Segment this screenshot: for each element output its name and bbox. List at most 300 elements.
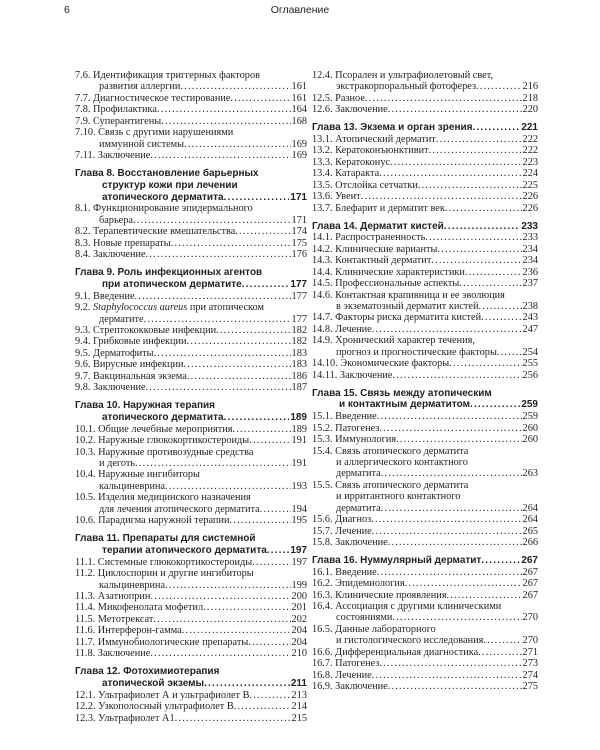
toc-entry[interactable] [75,203,307,226]
page-ref: 194 [291,503,307,515]
page-ref: 260 [522,422,538,434]
toc-line [312,399,538,411]
toc-line [75,267,307,279]
toc-entry[interactable] [75,348,307,359]
entry-title: 16.5. Данные лабораторного [312,623,436,635]
toc-entry[interactable] [312,180,538,191]
page-ref: 171 [290,191,307,203]
toc-entry[interactable] [312,601,538,624]
toc-line [75,492,307,503]
dot-leader [388,104,522,115]
toc-entry[interactable] [75,515,307,526]
dot-leader [481,555,520,567]
entry-title: 7.6. Идентификация триггерных факторов [75,70,260,81]
page-ref: 273 [522,658,538,670]
entry-title: 16.8. Лечение [312,669,372,681]
toc-line [75,648,307,659]
chapter-heading[interactable] [75,168,307,203]
toc-entry[interactable] [312,358,538,369]
toc-entry[interactable] [75,701,307,712]
entry-title: 14.1. Распространенность [312,232,426,244]
page-ref: 270 [522,635,538,647]
toc-entry[interactable] [312,157,538,168]
entry-title: Глава 9. Роль инфекционных агентов [75,267,263,279]
toc-entry[interactable] [75,371,307,382]
dot-leader [372,670,522,681]
toc-entry[interactable] [75,359,307,370]
toc-line [75,291,307,302]
toc-line [312,635,538,646]
toc-entry[interactable] [75,382,307,393]
entry-title: для лечения атопического дерматита [99,503,260,515]
toc-entry[interactable] [312,104,538,115]
toc-line [75,504,307,515]
page-ref: 197 [291,556,307,568]
toc-entry[interactable] [75,435,307,446]
toc-entry[interactable] [75,325,307,336]
page-ref: 224 [522,168,538,180]
dot-leader [371,514,521,525]
dot-leader [150,648,290,659]
entry-title: 15.3. Иммунология [312,434,397,446]
page-ref: 223 [522,156,538,168]
dot-leader [232,424,290,435]
toc-line [312,491,538,502]
page-ref: 168 [291,115,307,127]
toc-line [312,503,538,514]
entry-title: дерматита [336,502,381,514]
entry-title: атопического дерматита [102,411,224,423]
entry-title: 10.6. Парадигма наружной терапии [75,515,230,527]
toc-line [75,279,307,291]
page-ref: 270 [522,612,538,624]
dot-leader [392,370,521,381]
dot-leader [144,314,291,325]
entry-title: 7.8. Профилактика [75,104,157,116]
chapter-heading[interactable] [75,666,307,690]
page-ref: 267 [522,589,538,601]
toc-line [75,116,307,127]
toc-entry[interactable] [312,134,538,145]
page-ref: 214 [291,701,307,713]
entry-title: иммунной системы [99,138,185,150]
page-ref: 265 [522,525,538,537]
dot-leader [252,557,290,568]
toc-column-left [75,70,307,731]
toc-line [312,122,538,134]
toc-entry[interactable] [75,70,307,93]
toc-line [75,104,307,115]
dot-leader [260,504,291,515]
toc-entry[interactable] [75,690,307,701]
entry-title: 16.4. Ассоциация с другими клиническими [312,601,502,613]
entry-title: 14.4. Клинические характеристики [312,266,465,278]
entry-title: 11.5. Метотрексат [75,613,154,625]
toc-line [312,221,538,233]
toc-line [75,226,307,237]
dot-leader [390,157,522,168]
entry-title: 13.1. Атопический дерматит [312,134,436,146]
dot-leader [180,81,290,92]
toc-entry[interactable] [312,658,538,669]
page-ref: 189 [290,411,307,423]
toc-entry[interactable] [75,602,307,613]
toc-entry[interactable] [75,291,307,302]
toc-entry[interactable] [312,434,538,445]
dot-leader [150,591,290,602]
entry-title: 13.2. Кератоконъюнктивит [312,145,429,157]
toc-entry[interactable] [312,312,538,323]
toc-chapter-block [75,533,307,660]
toc-line [75,180,307,192]
toc-line [312,411,538,422]
toc-chapter-block [75,400,307,527]
toc-entry[interactable] [75,637,307,648]
page-ref: 187 [291,382,307,394]
toc-line [312,601,538,612]
toc-entry[interactable] [75,447,307,470]
page-ref: 271 [522,646,538,658]
entry-title: 12.4. Псорален и ультрафиолетовый свет, [312,70,494,81]
page-ref: 204 [291,636,307,648]
toc-line [75,93,307,104]
dot-leader [418,180,522,191]
toc-entry[interactable] [312,480,538,514]
toc-line [75,678,307,690]
dot-leader [267,545,290,557]
toc-entry[interactable] [312,647,538,658]
page-ref: 233 [521,220,538,232]
page-ref: 263 [522,468,538,480]
toc-line [75,625,307,636]
toc-entry[interactable] [312,567,538,578]
dot-leader [377,567,522,578]
entry-title: и деготь [99,458,136,470]
page-ref: 247 [522,323,538,335]
toc-entry[interactable] [75,424,307,435]
toc-line [75,127,307,138]
dot-leader [459,278,521,289]
chapter-heading[interactable] [75,533,307,557]
dot-leader [175,713,291,724]
toc-entry[interactable] [75,150,307,161]
toc-line [75,533,307,545]
toc-entry[interactable] [312,244,538,255]
toc-line [75,325,307,336]
toc-entry[interactable] [75,127,307,150]
entry-title: 14.11. Заключение [312,369,393,381]
toc-entry[interactable] [312,411,538,422]
toc-entry[interactable] [75,469,307,492]
toc-entry[interactable] [312,290,538,313]
toc-line [75,139,307,150]
toc-line [75,348,307,359]
dot-leader [171,238,291,249]
toc-line [75,412,307,424]
toc-entry[interactable] [312,578,538,589]
entry-title: 9.4. Грибковые инфекции [75,336,187,348]
chapter-heading[interactable] [312,555,538,567]
page-ref: 191 [291,458,307,470]
entry-title: 15.6. Диагноз [312,514,372,526]
dot-leader [204,678,290,690]
page-ref: 210 [291,648,307,660]
toc-entry[interactable] [75,713,307,724]
toc-line [75,701,307,712]
dot-leader [381,468,522,479]
toc-line [312,370,538,381]
page-ref: 275 [522,681,538,693]
toc-entry[interactable] [312,590,538,601]
entry-title: 9.3. Стрептококковые инфекции [75,324,217,336]
chapter-heading[interactable] [312,122,538,134]
page-ref: 267 [522,566,538,578]
toc-entry[interactable] [312,93,538,104]
dot-leader [146,249,291,260]
page-ref: 182 [291,324,307,336]
toc-line [75,447,307,458]
entry-title: 11.7. Иммунобиологические препараты [75,636,249,648]
toc-chapter-block [312,70,538,116]
toc-line [312,358,538,369]
dot-leader [388,681,522,692]
toc-entry[interactable] [312,278,538,289]
toc-entry[interactable] [75,116,307,127]
entry-title: 11.3. Азатиоприн [75,591,151,603]
toc-entry[interactable] [75,93,307,104]
toc-line [312,290,538,301]
toc-line [312,578,538,589]
entry-title: 9.5. Дерматофиты [75,347,154,359]
entry-title: Глава 15. Связь между атопическим [312,387,492,399]
chapter-heading[interactable] [75,400,307,424]
entry-title: 14.5. Профессиональные аспекты [312,278,460,290]
toc-line [75,238,307,249]
toc-entry[interactable] [312,232,538,243]
page-ref: 161 [291,92,307,104]
entry-title: 10.4. Наружные ингибиторы [75,469,200,481]
dot-leader [444,221,521,233]
species-name: Staphylococcus aureus [93,302,188,314]
chapter-heading[interactable] [75,267,307,291]
entry-title: 13.7. Блефарит и дерматит век [312,202,445,214]
page-ref: 189 [291,423,307,435]
toc-line [312,134,538,145]
toc-entry[interactable] [312,335,538,358]
toc-line [75,515,307,526]
page-ref: 264 [522,514,538,526]
dot-leader [481,312,521,323]
toc-entry[interactable] [75,238,307,249]
dot-leader [229,515,290,526]
page-ref: 216 [522,81,538,93]
entry-title: 14.9. Хронический характер течения, [312,335,475,347]
toc-line [312,278,538,289]
toc-entry[interactable] [312,624,538,647]
toc-entry[interactable] [312,423,538,434]
dot-leader [165,481,291,492]
page-ref: 183 [291,347,307,359]
entry-title: 14.8. Лечение [312,323,372,335]
running-title: Оглавление [270,4,330,16]
toc-entry[interactable] [312,191,538,202]
page-ref: 238 [522,301,538,313]
toc-line [75,713,307,724]
toc-line [312,93,538,104]
toc-line [312,446,538,457]
entry-title: и аллергического контактного [336,456,468,468]
toc-entry[interactable] [312,203,538,214]
toc-entry[interactable] [312,537,538,548]
page-ref: 225 [522,179,538,191]
entry-title: 14.7. Факторы риска дерматита кистей [312,312,482,324]
toc-entry[interactable] [312,70,538,93]
toc-line [75,203,307,214]
page-ref: 267 [522,578,538,590]
toc-entry[interactable] [312,670,538,681]
entry-title: 13.6. Увеит [312,191,361,203]
dot-leader [154,348,291,359]
toc-line [312,423,538,434]
toc-line [312,388,538,400]
entry-title: 7.11. Заключение [75,150,151,162]
dot-leader [150,150,290,161]
toc-entry[interactable] [312,168,538,179]
page-ref: 175 [291,237,307,249]
page-ref: 256 [522,369,538,381]
toc-entry[interactable] [312,145,538,156]
toc-line [75,602,307,613]
entry-title: 13.3. Кератоконус [312,156,391,168]
page-ref: 195 [291,515,307,527]
page-ref: 274 [522,669,538,681]
page-ref: 211 [290,677,307,689]
toc-line [75,637,307,648]
page-ref: 267 [521,554,538,566]
entry-title: 11.6. Интерферон-гамма [75,625,182,637]
dot-leader [483,635,521,646]
toc-line [75,314,307,325]
toc-line [75,580,307,591]
page-ref: 234 [522,243,538,255]
page-ref: 221 [521,122,538,134]
entry-title: Глава 10. Наружная терапия [75,400,216,412]
toc-line [312,312,538,323]
toc-line [75,545,307,557]
entry-title: Глава 8. Восстановление барьерных [75,168,259,179]
toc-entry[interactable] [312,446,538,480]
entry-title: кальциневрина [99,579,166,591]
toc-line [75,359,307,370]
toc-entry[interactable] [312,324,538,335]
toc-column-right [312,70,538,699]
toc-entry[interactable] [75,226,307,237]
toc-entry[interactable] [75,557,307,568]
toc-line [312,335,538,346]
entry-title: 10.2. Наружные глюкокортикостероиды [75,435,250,447]
entry-title: Глава 12. Фотохимиотерапия [75,666,220,678]
toc-line [75,557,307,568]
dot-leader [184,139,290,150]
toc-line [312,232,538,243]
dot-leader [182,625,291,636]
toc-entry[interactable] [312,681,538,692]
toc-entry[interactable] [75,336,307,347]
toc-entry[interactable] [75,302,307,325]
page-ref: 234 [522,255,538,267]
toc-entry[interactable] [75,568,307,591]
chapter-heading[interactable] [312,388,538,412]
entry-title: 15.7. Лечение [312,525,372,537]
toc-entry[interactable] [75,249,307,260]
toc-entry[interactable] [75,104,307,115]
entry-title: 13.4. Катаракта [312,168,380,180]
dot-leader [184,359,291,370]
toc-entry[interactable] [312,514,538,525]
toc-entry[interactable] [75,625,307,636]
page-ref: 183 [291,359,307,371]
page-ref: 169 [291,150,307,162]
toc-chapter-block [75,168,307,261]
toc-entry[interactable] [75,591,307,602]
dot-leader [224,412,290,424]
toc-entry[interactable] [75,492,307,515]
entry-title: 15.1. Введение [312,411,377,423]
toc-line [75,249,307,260]
dot-leader [249,435,290,446]
dot-leader [146,382,291,393]
page-ref: 191 [291,435,307,447]
toc-chapter-block [75,267,307,394]
entry-title: 14.2. Клинические варианты [312,243,438,255]
dot-leader [396,434,521,445]
toc-line [312,104,538,115]
toc-line [312,567,538,578]
page-ref: 171 [291,214,307,226]
page-ref: 213 [291,689,307,701]
toc-entry[interactable] [75,614,307,625]
entry-title: 10.5. Изделия медицинского назначения [75,492,251,504]
toc-entry[interactable] [312,267,538,278]
toc-line [75,371,307,382]
entry-title: 7.9. Суперантигены [75,115,162,127]
dot-leader [165,580,291,591]
dot-leader [230,93,290,104]
dot-leader [425,232,521,243]
page-ref: 222 [522,134,538,146]
entry-title: и ирритантного контактного [336,491,461,503]
entry-title: 10.1. Общие лечебные мероприятия [75,423,233,435]
entry-title: 12.5. Разное [312,92,365,104]
page-ref: 169 [291,138,307,150]
page-ref: 226 [522,191,538,203]
entry-title: экстракорпоральный фотоферез [336,81,477,93]
chapter-heading[interactable] [312,221,538,233]
toc-entry[interactable] [312,255,538,266]
toc-line [312,670,538,681]
entry-title: 8.1. Функционирование эпидермального [75,203,253,215]
entry-title: 12.1. Ультрафиолет А и ультрафиолет В [75,689,250,701]
toc-entry[interactable] [312,370,538,381]
entry-title: 16.3. Клинические проявления [312,589,447,601]
dot-leader [497,347,522,358]
toc-entry[interactable] [312,526,538,537]
page-ref: 177 [291,313,307,325]
dot-leader [187,336,291,347]
entry-title: 16.9. Заключение [312,681,388,693]
toc-entry[interactable] [75,648,307,659]
toc-line [75,150,307,161]
